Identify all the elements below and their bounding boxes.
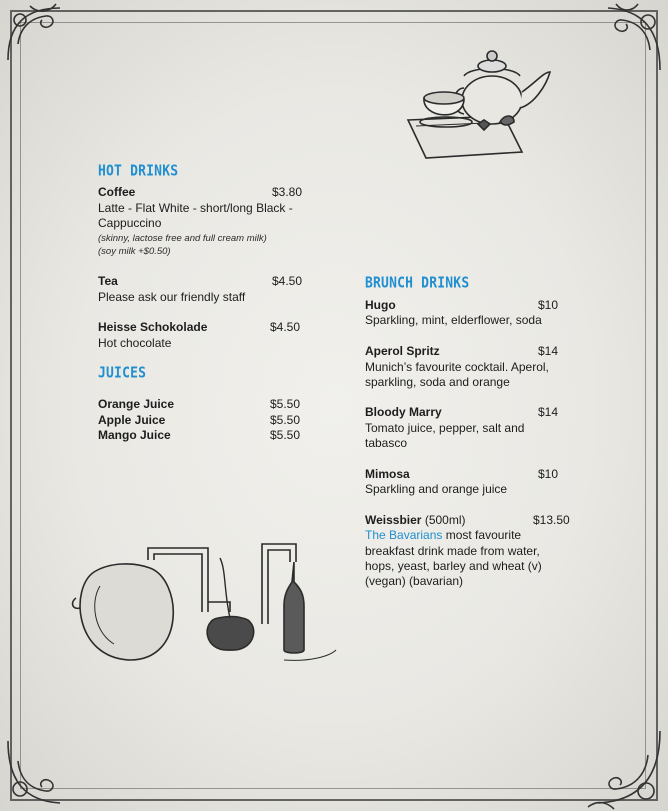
item-desc-weissbier-line4: (vegan) (bavarian) — [365, 574, 464, 588]
item-desc-weissbier-line1 — [365, 528, 521, 543]
item-desc-weissbier-line1-text: most favourite — [445, 528, 522, 542]
corner-ornament-top-left-icon — [0, 0, 90, 70]
item-desc-heisse-schokolade: Hot chocolate — [98, 336, 172, 350]
item-price-bloody-marry: $14 — [538, 405, 559, 419]
item-accent-the-bavarians: The Bavarians — [365, 528, 443, 542]
item-desc-mimosa: Sparkling and orange juice — [365, 482, 508, 496]
item-name-tea: Tea — [98, 274, 118, 288]
item-name-bloody-marry: Bloody Marry — [365, 405, 442, 419]
item-desc-bloody-marry-line2: tabasco — [365, 436, 408, 450]
item-price-mimosa: $10 — [538, 467, 559, 481]
item-desc-aperol-spritz-line1: Munich’s favourite cocktail. Aperol, — [365, 360, 549, 374]
item-desc-weissbier-line2: breakfast drink made from water, — [365, 544, 540, 558]
item-desc-tea: Please ask our friendly staff — [98, 290, 246, 304]
corner-ornament-top-right-icon — [578, 0, 668, 80]
item-name-hugo: Hugo — [365, 298, 396, 312]
corner-ornament-bottom-left-icon — [0, 731, 90, 811]
item-price-orange-juice: $5.50 — [270, 397, 301, 411]
item-price-heisse-schokolade: $4.50 — [270, 320, 301, 334]
item-name-coffee: Coffee — [98, 185, 136, 199]
item-desc-coffee-line2: Cappuccino — [98, 216, 162, 230]
item-note-coffee-milk: (skinny, lactose free and full cream milk) — [98, 233, 267, 244]
item-price-coffee: $3.80 — [272, 185, 303, 199]
item-name-weissbier-label: Weissbier — [365, 513, 422, 527]
section-title-hot-drinks: HOT DRINKS — [98, 162, 179, 181]
item-name-apple-juice: Apple Juice — [98, 413, 166, 427]
item-price-apple-juice: $5.50 — [270, 413, 301, 427]
item-price-aperol-spritz: $14 — [538, 344, 559, 358]
item-name-orange-juice: Orange Juice — [98, 397, 175, 411]
item-note-coffee-soy: (soy milk +$0.50) — [98, 246, 171, 257]
item-desc-bloody-marry-line1: Tomato juice, pepper, salt and — [365, 421, 525, 435]
section-title-juices: JUICES — [98, 364, 147, 383]
item-price-mango-juice: $5.50 — [270, 428, 301, 442]
item-name-weissbier — [365, 513, 466, 527]
teapot-illustration-icon — [404, 42, 554, 160]
item-desc-weissbier-line3: hops, yeast, barley and wheat (v) — [365, 559, 542, 573]
mango-cherry-bottle-illustration-icon — [70, 532, 340, 672]
item-price-tea: $4.50 — [272, 274, 303, 288]
corner-ornament-bottom-right-icon — [568, 721, 668, 811]
item-size-weissbier: (500ml) — [424, 513, 466, 527]
item-name-mimosa: Mimosa — [365, 467, 410, 481]
item-desc-coffee-line1: Latte - Flat White - short/long Black - — [98, 201, 293, 215]
item-name-aperol-spritz: Aperol Spritz — [365, 344, 440, 358]
section-title-brunch-drinks: BRUNCH DRINKS — [365, 274, 470, 293]
item-desc-aperol-spritz-line2: sparkling, soda and orange — [365, 375, 510, 389]
item-name-mango-juice: Mango Juice — [98, 428, 171, 442]
item-name-heisse-schokolade: Heisse Schokolade — [98, 320, 208, 334]
item-desc-hugo: Sparkling, mint, elderflower, soda — [365, 313, 542, 327]
item-price-weissbier: $13.50 — [533, 513, 570, 527]
item-price-hugo: $10 — [538, 298, 559, 312]
